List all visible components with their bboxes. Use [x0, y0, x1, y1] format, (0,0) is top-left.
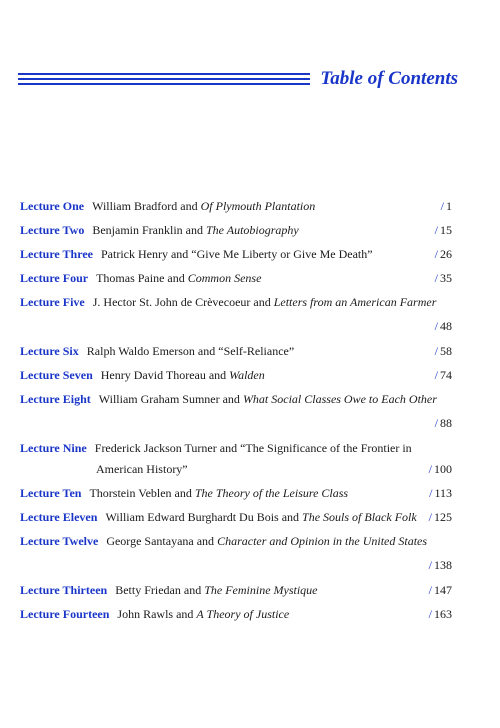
- page-slash: /: [434, 319, 438, 333]
- page-slash: /: [434, 271, 438, 285]
- page-number: [429, 486, 452, 501]
- entry-title: The Autobiography: [205, 223, 299, 237]
- lecture-label: Lecture Eight: [20, 392, 91, 406]
- toc-page-line: [20, 319, 452, 337]
- toc-entry: [20, 199, 452, 217]
- page-number: [441, 199, 452, 214]
- lecture-label: Lecture Seven: [20, 368, 93, 382]
- entry-title: The Feminine Mystique: [204, 583, 318, 597]
- entry-title: Character and Opinion in the United States: [217, 534, 428, 548]
- page-slash: /: [440, 199, 444, 213]
- lecture-label: Lecture Twelve: [20, 534, 99, 548]
- lecture-label: Lecture Five: [20, 295, 85, 309]
- toc-entry: [20, 295, 452, 313]
- page-number: [429, 462, 452, 477]
- lecture-label: Lecture Three: [20, 247, 93, 261]
- toc-entry: [20, 607, 452, 625]
- page-slash: /: [428, 583, 432, 597]
- toc-entry: [20, 392, 452, 410]
- toc-entry: [20, 223, 452, 241]
- page-number-value: 35: [440, 271, 452, 285]
- lecture-label: Lecture Eleven: [20, 510, 98, 524]
- page-slash: /: [428, 558, 432, 572]
- entry-text: Thorstein Veblen and: [89, 486, 195, 500]
- entry-title: What Social Classes Owe to Each Other: [242, 392, 437, 406]
- page-slash: /: [428, 462, 432, 476]
- entry-text: Patrick Henry and “Give Me Liberty or Give Me Death”: [100, 247, 373, 261]
- toc-entry: [20, 368, 452, 386]
- entry-text: Ralph Waldo Emerson and “Self-Reliance”: [86, 344, 295, 358]
- lecture-label: Lecture One: [20, 199, 85, 213]
- page-slash: /: [434, 223, 438, 237]
- entry-text: J. Hector St. John de Crèvecoeur and: [92, 295, 274, 309]
- page-number: [435, 416, 452, 431]
- page-slash: /: [428, 607, 432, 621]
- toc-entry: [20, 441, 452, 459]
- toc-entry: [20, 583, 452, 601]
- entry-text: William Bradford and: [92, 199, 201, 213]
- page-slash: /: [434, 247, 438, 261]
- page-number: [429, 558, 452, 573]
- toc-page-line: [20, 558, 452, 576]
- toc-entry: [20, 344, 452, 362]
- entry-text: Benjamin Franklin and: [92, 223, 206, 237]
- page-number-value: 138: [434, 558, 452, 572]
- page-number: [429, 510, 452, 525]
- entry-title: Common Sense: [187, 271, 262, 285]
- page-number: [435, 271, 452, 286]
- page-slash: /: [429, 486, 433, 500]
- page-title: Table of Contents: [320, 68, 458, 89]
- lecture-label: Lecture Nine: [20, 441, 87, 455]
- entry-text: Betty Friedan and: [115, 583, 205, 597]
- page-number-value: 100: [434, 462, 452, 476]
- toc-entry: [20, 510, 452, 528]
- entry-title: Walden: [229, 368, 265, 382]
- lecture-label: Lecture Ten: [20, 486, 82, 500]
- entry-text: Frederick Jackson Turner and “The Significance of the Frontier in: [94, 441, 412, 455]
- page-number-value: 88: [440, 416, 452, 430]
- lecture-label: Lecture Four: [20, 271, 89, 285]
- lecture-label: Lecture Fourteen: [20, 607, 110, 621]
- page-slash: /: [434, 368, 438, 382]
- toc-entry: [20, 534, 452, 552]
- entry-title: A Theory of Justice: [196, 607, 290, 621]
- page-slash: /: [434, 344, 438, 358]
- entry-text: William Edward Burghardt Du Bois and: [105, 510, 303, 524]
- lecture-label: Lecture Thirteen: [20, 583, 108, 597]
- toc-entry: [20, 247, 452, 265]
- page-number: [429, 607, 452, 622]
- page-number-value: 125: [434, 510, 452, 524]
- page-number-value: 113: [434, 486, 452, 500]
- page-number: [435, 247, 452, 262]
- decorative-rules: [18, 73, 310, 88]
- lecture-label: Lecture Two: [20, 223, 85, 237]
- entry-text: Henry David Thoreau and: [100, 368, 230, 382]
- page-number: [435, 368, 452, 383]
- entry-text-continued: American History”: [96, 462, 188, 476]
- entry-text: William Graham Sumner and: [98, 392, 243, 406]
- page-number: [435, 319, 452, 334]
- toc-entry-continuation: [20, 462, 452, 480]
- page-number-value: 26: [440, 247, 452, 261]
- toc-entry: [20, 486, 452, 504]
- entry-title: The Theory of the Leisure Class: [194, 486, 349, 500]
- page-number-value: 74: [440, 368, 452, 382]
- entry-text: Thomas Paine and: [96, 271, 188, 285]
- page-number: [435, 344, 452, 359]
- page-number-value: 58: [440, 344, 452, 358]
- page-number: [435, 223, 452, 238]
- toc-page-line: [20, 416, 452, 434]
- page-number-value: 15: [440, 223, 452, 237]
- entry-title: Letters from an American Farmer: [273, 295, 437, 309]
- page-number-value: 48: [440, 319, 452, 333]
- page-number: [429, 583, 452, 598]
- entry-text: George Santayana and: [106, 534, 218, 548]
- entry-text: John Rawls and: [117, 607, 197, 621]
- toc-header: [18, 68, 458, 96]
- toc-entry: [20, 271, 452, 289]
- page-number-value: 147: [434, 583, 452, 597]
- entry-title: Of Plymouth Plantation: [200, 199, 316, 213]
- page-slash: /: [428, 510, 432, 524]
- page-slash: /: [434, 416, 438, 430]
- lecture-label: Lecture Six: [20, 344, 79, 358]
- page-number-value: 163: [434, 607, 452, 621]
- page-number-value: 1: [446, 199, 452, 213]
- entry-title: The Souls of Black Folk: [302, 510, 417, 524]
